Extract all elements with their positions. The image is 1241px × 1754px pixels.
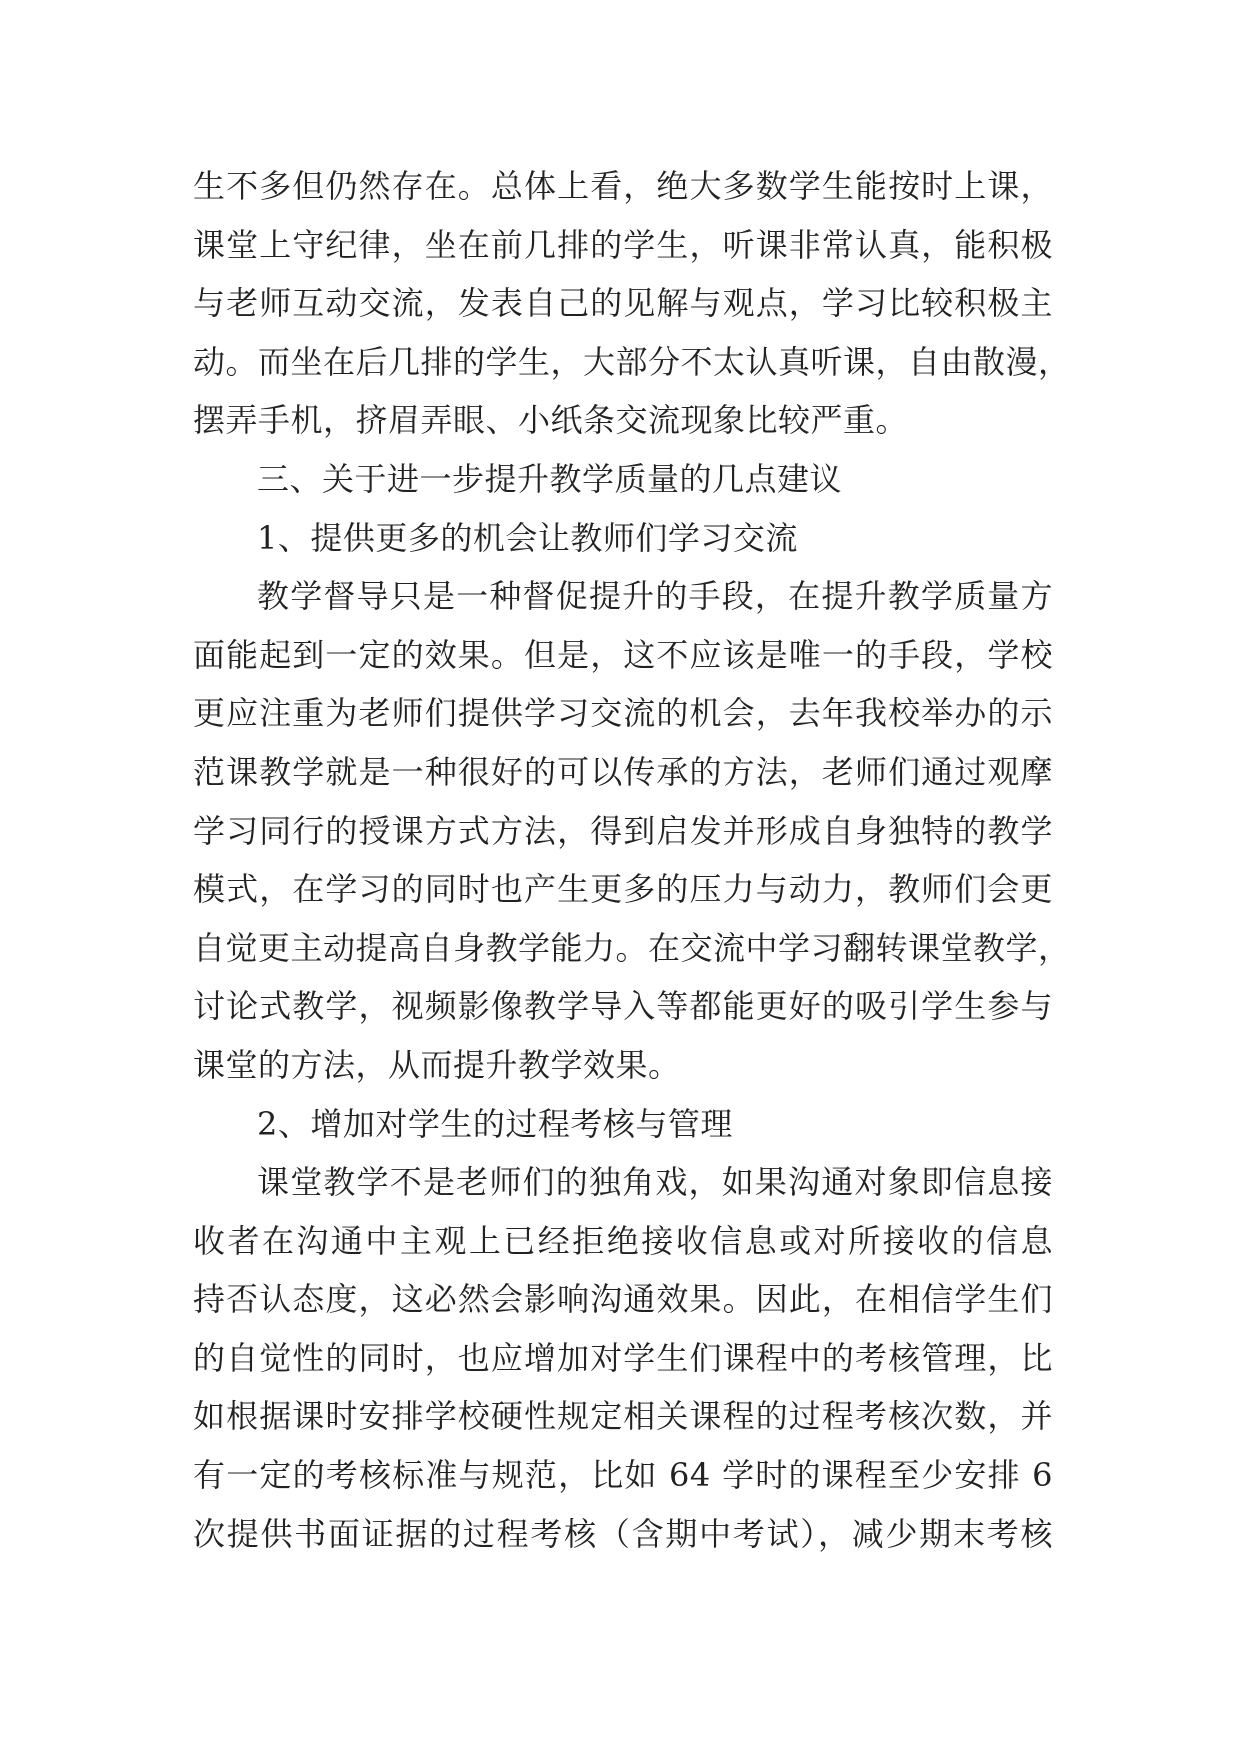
text-line: 收者在沟通中主观上已经拒绝接收信息或对所接收的信息 bbox=[193, 1221, 1053, 1260]
text-line: 2、增加对学生的过程考核与管理 bbox=[257, 1104, 733, 1143]
text-line: 自觉更主动提高自身教学能力。在交流中学习翻转课堂教学， bbox=[193, 928, 1071, 967]
text-line: 讨论式教学，视频影像教学导入等都能更好的吸引学生参与 bbox=[193, 987, 1053, 1026]
text-line: 教学督导只是一种督促提升的手段，在提升教学质量方 bbox=[257, 577, 1053, 616]
text-line: 动。而坐在后几排的学生，大部分不太认真听课，自由散漫， bbox=[193, 342, 1071, 381]
text-line: 的自觉性的同时，也应增加对学生们课程中的考核管理，比 bbox=[193, 1338, 1053, 1377]
text-line: 生不多但仍然存在。总体上看，绝大多数学生能按时上课， bbox=[193, 167, 1053, 205]
text-line: 与老师互动交流，发表自己的见解与观点，学习比较积极主 bbox=[193, 284, 1053, 323]
text-line: 课堂教学不是老师们的独角戏，如果沟通对象即信息接 bbox=[257, 1163, 1053, 1202]
text-line: 有一定的考核标准与规范，比如 64 学时的课程至少安排 6 bbox=[193, 1456, 1053, 1495]
text-line: 次提供书面证据的过程考核（含期中考试），减少期末考核 bbox=[193, 1514, 1053, 1553]
text-line: 1、提供更多的机会让教师们学习交流 bbox=[257, 518, 798, 557]
text-line: 面能起到一定的效果。但是，这不应该是唯一的手段，学校 bbox=[193, 635, 1053, 674]
text-line: 学习同行的授课方式方法，得到启发并形成自身独特的教学 bbox=[193, 811, 1053, 850]
text-line: 持否认态度，这必然会影响沟通效果。因此，在相信学生们 bbox=[193, 1280, 1053, 1319]
text-line: 摆弄手机，挤眉弄眼、小纸条交流现象比较严重。 bbox=[193, 401, 909, 440]
text-line: 三、关于进一步提升教学质量的几点建议 bbox=[257, 459, 843, 498]
text-line: 如根据课时安排学校硬性规定相关课程的过程考核次数，并 bbox=[193, 1397, 1053, 1436]
text-line: 课堂的方法，从而提升教学效果。 bbox=[193, 1045, 681, 1084]
text-line: 范课教学就是一种很好的可以传承的方法，老师们通过观摩 bbox=[193, 752, 1053, 791]
text-line: 模式，在学习的同时也产生更多的压力与动力，教师们会更 bbox=[193, 870, 1053, 909]
text-line: 课堂上守纪律，坐在前几排的学生，听课非常认真，能积极 bbox=[193, 225, 1053, 264]
document-body bbox=[193, 157, 1071, 1563]
text-line: 更应注重为老师们提供学习交流的机会，去年我校举办的示 bbox=[193, 694, 1053, 733]
